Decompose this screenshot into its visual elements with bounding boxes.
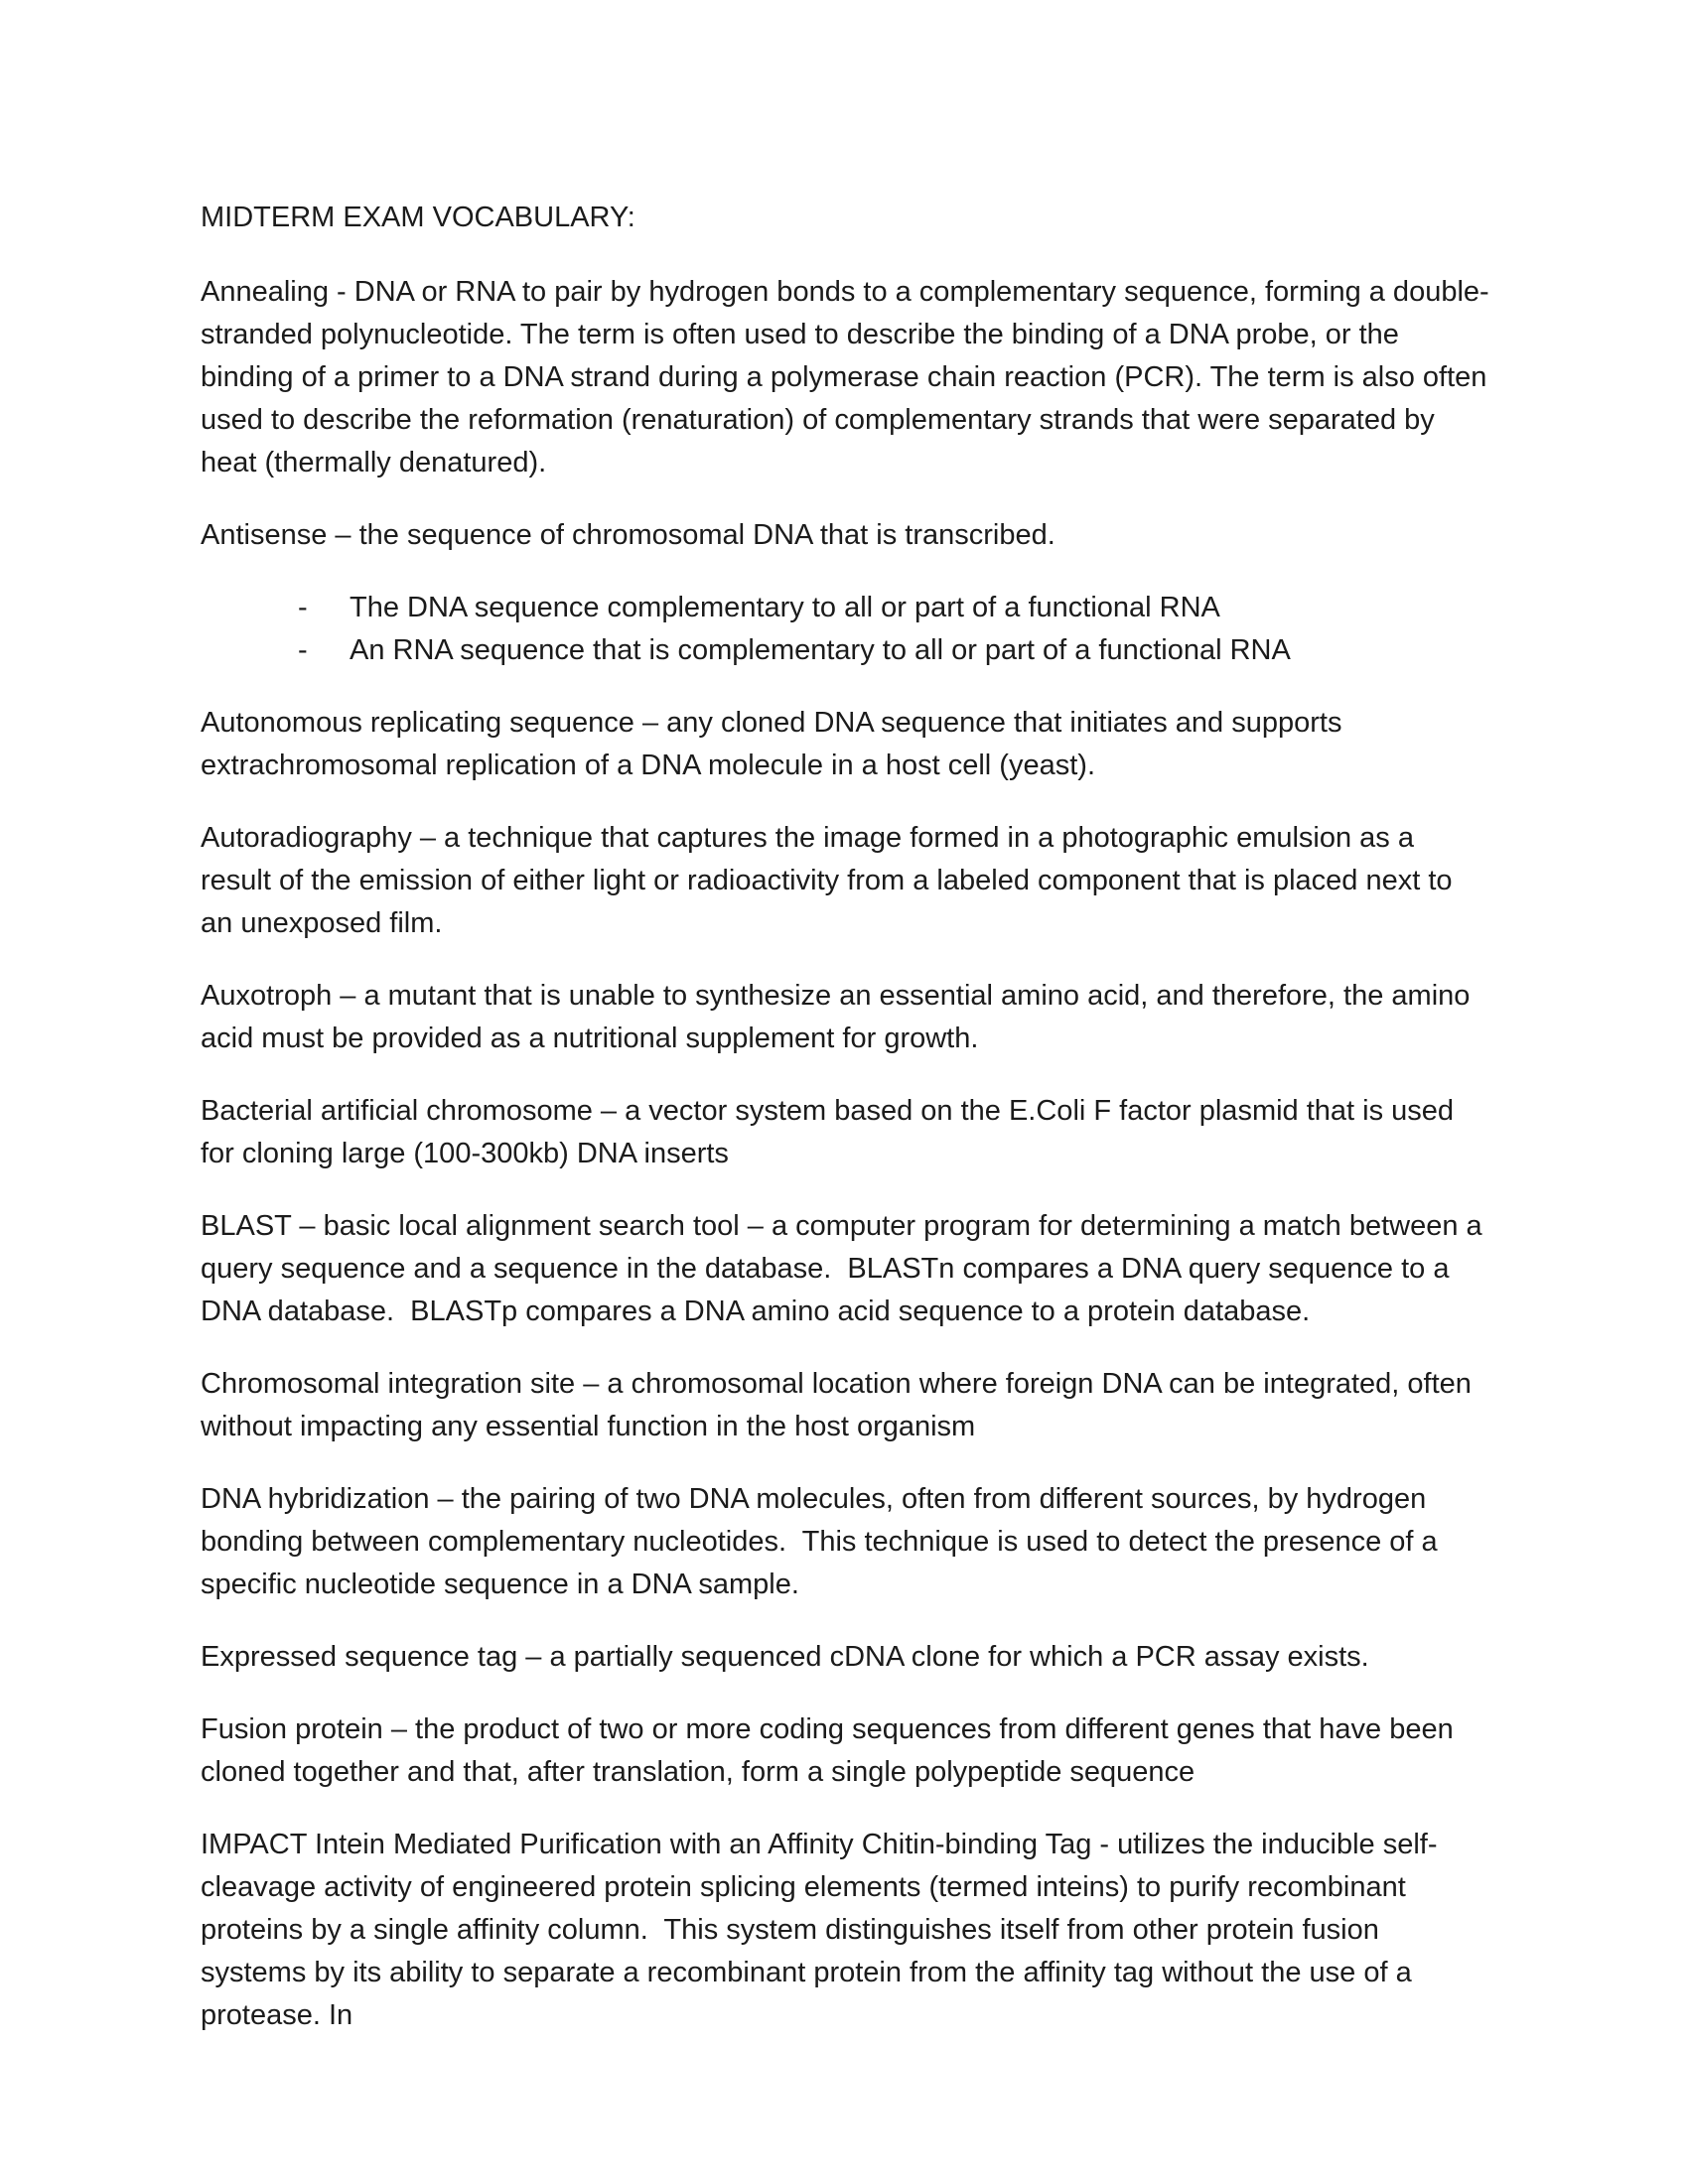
page-title: MIDTERM EXAM VOCABULARY: (201, 202, 635, 233)
definition-antisense: Antisense – the sequence of chromosomal DNA that is transcribed. (201, 519, 1055, 551)
definition-blast: BLAST – basic local alignment search tool – a computer program for determining a match between a query sequence and a sequence in the database. BLASTn compares a DNA query sequence to a DNA database. BLASTp compares a DNA amino acid sequence to a protein database. (201, 1210, 1490, 1327)
list-item (201, 629, 1491, 672)
definition-fusion-protein: Fusion protein – the product of two or more coding sequences from different genes that have been cloned together and that, after translation, form a single polypeptide sequence (201, 1713, 1462, 1788)
definition-annealing: Annealing - DNA or RNA to pair by hydrogen bonds to a complementary sequence, forming a double-stranded polynucleotide. The term is often used to describe the binding of a DNA probe, or the binding of a primer to a DNA strand during a polymerase chain reaction (PCR). The term is also often used to describe the reformation (renaturation) of complementary strands that were separated by heat (thermally denatured). (201, 276, 1495, 478)
list-item-text: The DNA sequence complementary to all or part of a functional RNA (350, 592, 1220, 623)
list-item (201, 587, 1491, 629)
antisense-bullet-list (201, 587, 1491, 672)
definition-autonomous-replicating-sequence: Autonomous replicating sequence – any cloned DNA sequence that initiates and supports extrachromosomal replication of a DNA molecule in a host cell (yeast). (201, 707, 1350, 781)
definition-chromosomal-integration-site: Chromosomal integration site – a chromosomal location where foreign DNA can be integrated, often without impacting any essential function in the host organism (201, 1368, 1479, 1442)
list-dash-marker: - (298, 634, 308, 666)
definition-bacterial-artificial-chromosome: Bacterial artificial chromosome – a vector system based on the E.Coli F factor plasmid that is used for cloning large (100-300kb) DNA inserts (201, 1095, 1463, 1169)
definition-autoradiography: Autoradiography – a technique that captures the image formed in a photographic emulsion as a result of the emission of either light or radioactivity from a labeled component that is placed next to an unexposed film. (201, 822, 1461, 939)
definition-auxotroph: Auxotroph – a mutant that is unable to synthesize an essential amino acid, and therefore, the amino acid must be provided as a nutritional supplement for growth. (201, 980, 1478, 1054)
list-item-text: An RNA sequence that is complementary to all or part of a functional RNA (350, 634, 1291, 666)
definition-expressed-sequence-tag: Expressed sequence tag – a partially sequenced cDNA clone for which a PCR assay exists. (201, 1641, 1369, 1673)
definition-impact: IMPACT Intein Mediated Purification with an Affinity Chitin-binding Tag - utilizes the inducible self-cleavage activity of engineered protein splicing elements (termed inteins) to purify recombinant proteins by a single affinity column. This system distinguishes itself from other protein fusion systems by its ability to separate a recombinant protein from the affinity tag without the use of a protease. In (201, 1829, 1438, 2031)
list-dash-marker: - (298, 592, 308, 623)
definition-dna-hybridization: DNA hybridization – the pairing of two DNA molecules, often from different sources, by hydrogen bonding between complementary nucleotides. This technique is used to detect the presence of a specific nucleotide sequence in a DNA sample. (201, 1483, 1446, 1600)
